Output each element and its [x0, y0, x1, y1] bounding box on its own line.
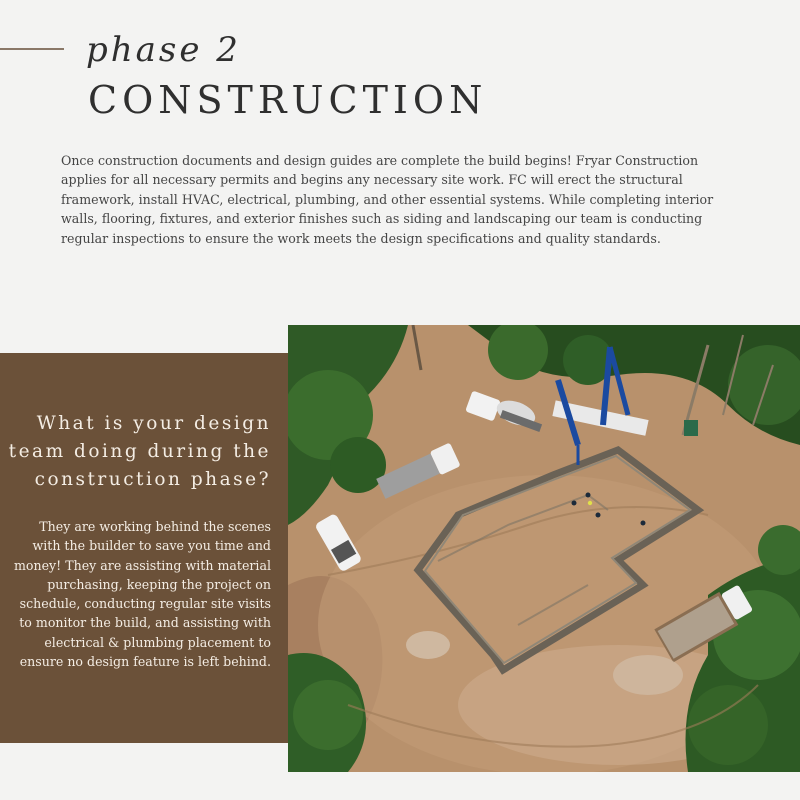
phase-label: phase 2 — [86, 30, 241, 70]
aerial-site-illustration — [288, 325, 800, 772]
construction-site-photo — [288, 325, 800, 772]
panel-question: What is your design team doing during the construction phase? — [8, 413, 271, 490]
panel-answer: They are working behind the scenes with the builder to save you time and money! They are assisting with material purchasing, keeping the project on schedule, conducting regular site visits to monitor the build, and assisting with electrical & plumbing placement to ensure no design feature is left behind. — [13, 519, 271, 670]
decorative-rule — [0, 48, 64, 50]
page-title: CONSTRUCTION — [88, 78, 488, 122]
design-team-panel — [0, 353, 289, 743]
intro-paragraph: Once construction documents and design guides are complete the build begins! Fryar Construction applies for all necessary permits and begins any necessary site work. FC will erect the structural framework, install HVAC, electrical, plumbing, and other essential systems. While completing interior walls, flooring, fixtures, and exterior finishes such as siding and landscaping our team is conducting regular inspections to ensure the work meets the design specifications and quality standards. — [61, 152, 714, 246]
